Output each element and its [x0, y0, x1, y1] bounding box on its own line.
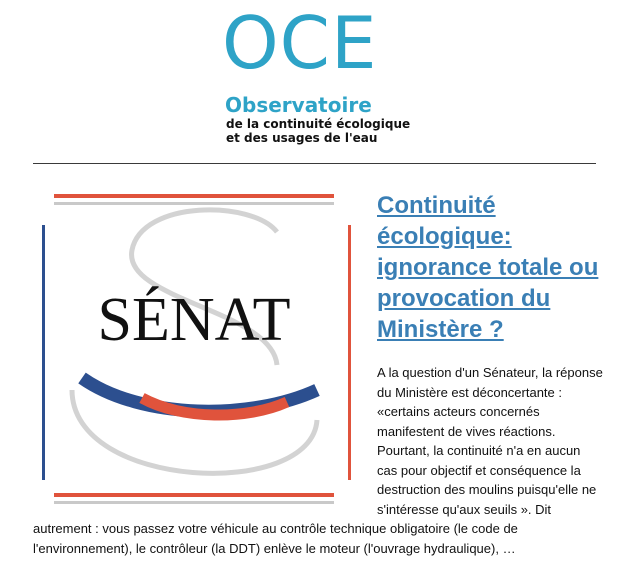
- senat-top-gray-stripe: [54, 202, 334, 205]
- senat-top-red-stripe: [54, 194, 334, 198]
- logo-tagline-line-2: et des usages de l'eau: [226, 131, 378, 145]
- senat-wordmark: SÉNAT: [97, 286, 291, 354]
- excerpt-image-spacer: [33, 363, 377, 518]
- logo-oce-text: OCE: [222, 1, 378, 85]
- site-logo[interactable]: [0, 0, 634, 160]
- logo-tagline-line-1: de la continuité écologique: [226, 117, 411, 131]
- logo-observatoire-text: Observatoire: [225, 93, 372, 117]
- header-divider: [33, 163, 596, 164]
- article-title-link[interactable]: Continuité écologique: ignorance totale ou provocation du Ministère ?: [377, 192, 599, 343]
- article-excerpt: [33, 363, 603, 558]
- article-excerpt-text: A la question d'un Sénateur, la réponse du Ministère est déconcertante : «certains acteurs concernés manifestent de vives réactions. Pourtant, la continuité n'a en aucun cas pour objectif et conséquence la destruction des moulins puisqu'elle ne s'intéresse qu'aux seuils ». Dit autrement : vous passez votre véhicule au contrôle technique obligatoire (le code de l'environnement), le contrôleur (la DDT) enlève le moteur (l'ouvrage hydraulique), …: [33, 365, 603, 556]
